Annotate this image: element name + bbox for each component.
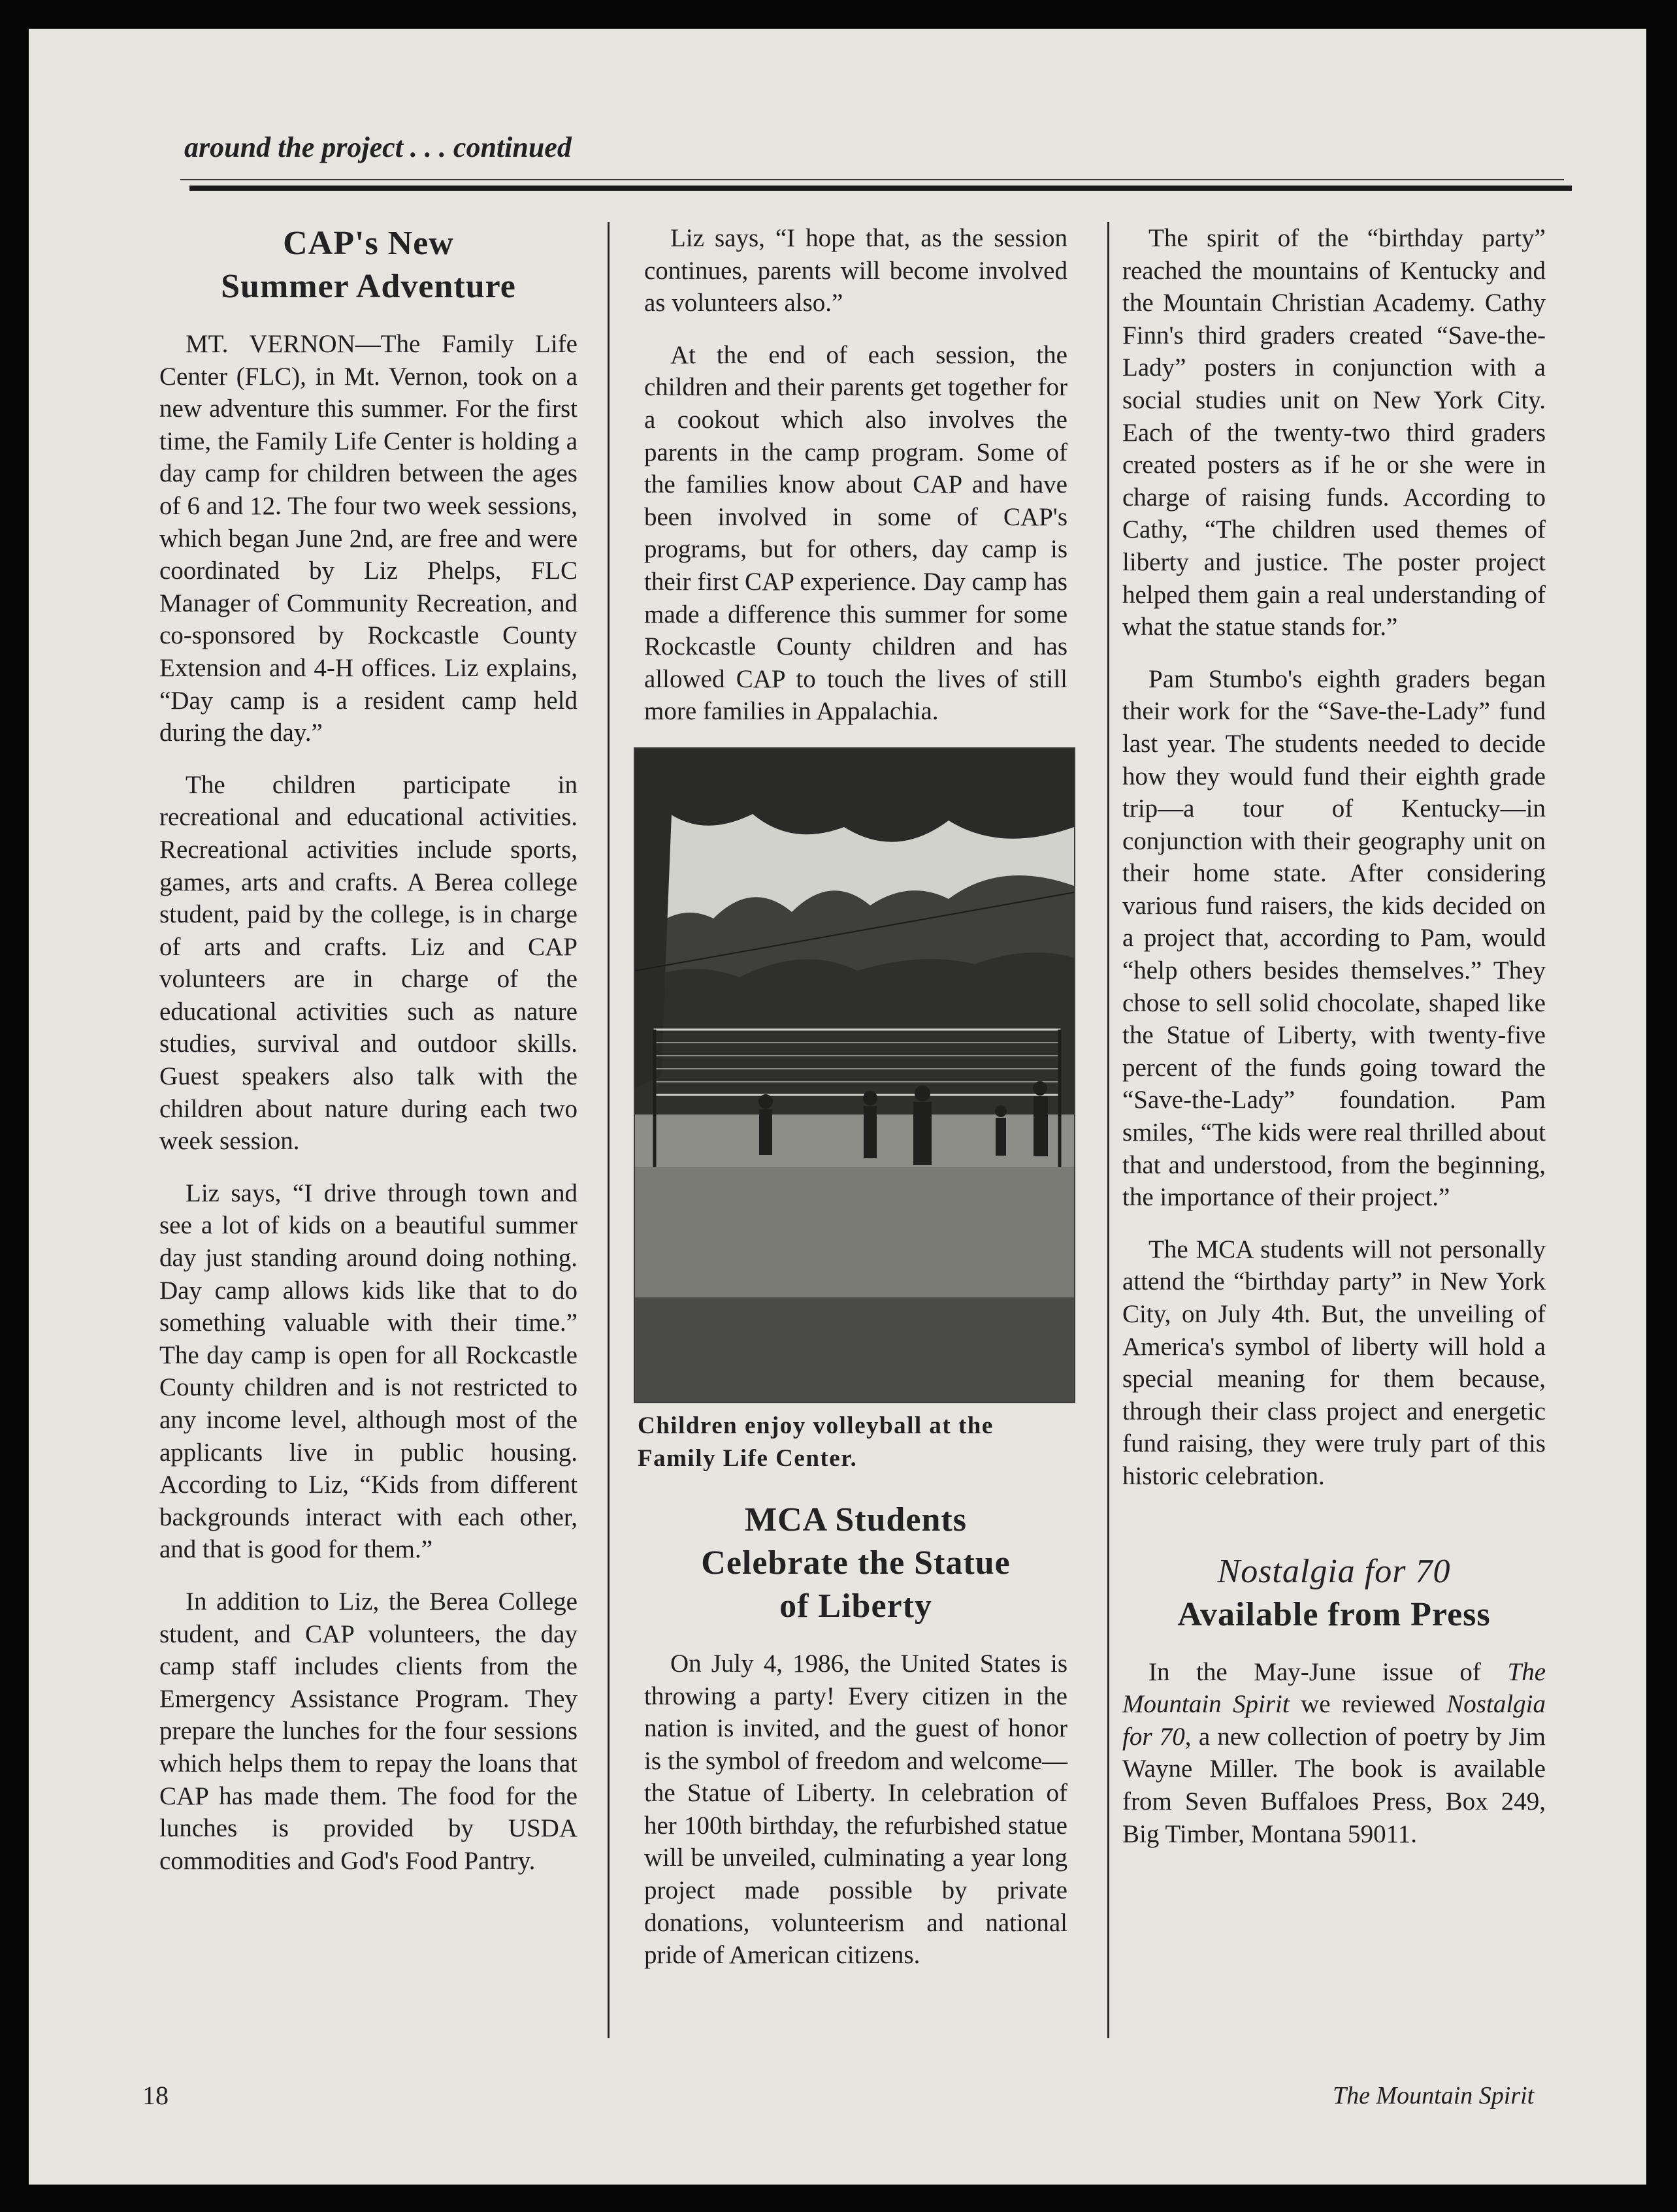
header-rule-thin xyxy=(180,179,1564,180)
article-title-cap-summer: CAP's New Summer Adventure xyxy=(221,225,516,305)
paragraph: On July 4, 1986, the United States is throwing a party! Every citizen in the nation is invited, and the guest of honor is the symbol of freedom and welcome—the Statue of Liberty. In celebration of her 100th birthday, the refurbished statue will be unveiled, culminating a year long project made possible by private donations, volunteerism and national pride of American citizens. xyxy=(644,1649,1067,1970)
article-title-mca-students: MCA Students Celebrate the Statue of Liberty xyxy=(701,1501,1011,1625)
paragraph: In the May-June issue of The Mountain Spirit we reviewed Nostalgia for 70, a new collection of poetry by Jim Wayne Miller. The book is available from Seven Buffaloes Press, Box 249, Big Timber, Montana 59011. xyxy=(1122,1657,1546,1848)
publication-name: The Mountain Spirit xyxy=(1333,2082,1535,2109)
paragraph: MT. VERNON—The Family Life Center (FLC), in Mt. Vernon, took on a new adventure this summer. For the first time, the Family Life Center is holding a day camp for children between the ages of 6 and 12. The four two week sessions, which began June 2nd, are free and were coordinated by Liz Phelps, FLC Manager of Community Recreation, and co-sponsored by Rockcastle County Extension and 4-H offices. Liz explains, “Day camp is a resident camp held during the day.” xyxy=(159,330,578,747)
article-title-nostalgia: Nostalgia for 70 Available from Press xyxy=(1177,1552,1491,1633)
page-number: 18 xyxy=(142,2081,169,2110)
column-divider-2 xyxy=(1107,222,1109,2038)
paragraph: At the end of each session, the children and their parents get together for a cookout which also involves the parents in the camp program. Some of the families know about CAP and have been involved in some of CAP's programs, but for others, day camp is their first CAP experience. Day camp has made a difference this summer for some Rockcastle County children and has allowed CAP to touch the lives of still more families in Appalachia. xyxy=(644,340,1067,726)
volleyball-photo-image xyxy=(635,749,1074,1402)
section-label: around the project . . . continued xyxy=(184,131,572,163)
photo-caption: Children enjoy volleyball at the Family Life Center. xyxy=(638,1412,994,1472)
header-rule-thick xyxy=(189,186,1572,191)
paragraph: Pam Stumbo's eighth graders began their work for the “Save-the-Lady” fund last year. The students needed to decide how they would fund their eighth grade trip—a tour of Kentucky—in conjunction with their geography unit on their home state. After considering various fund raisers, the kids decided on a project that, according to Pam, would “help others besides themselves.” They chose to sell solid chocolate, shaped like the Statue of Liberty, with twenty-five percent of the funds going toward the “Save-the-Lady” foundation. Pam smiles, “The kids were real thrilled about that and understood, from the beginning, the importance of their project.” xyxy=(1122,664,1546,1212)
paragraph: The children participate in recreational and educational activities. Recreational activities include sports, games, arts and crafts. A Berea college student, paid by the college, is in charge of arts and crafts. Liz and CAP volunteers are in charge of the educational activities such as nature studies, survival and outdoor skills. Guest speakers also talk with the children about nature during each two week session. xyxy=(159,770,578,1156)
paragraph: In addition to Liz, the Berea College student, and CAP volunteers, the day camp staff includes clients from the Emergency Assistance Program. They prepare the lunches for the four sessions which helps them to repay the loans that CAP has made them. The food for the lunches is provided by USDA commodities and God's Food Pantry. xyxy=(159,1587,578,1875)
volleyball-photo xyxy=(634,747,1075,1403)
column-divider-1 xyxy=(608,222,610,2038)
paragraph: The MCA students will not personally attend the “birthday party” in New York City, on July 4th. But, the unveiling of America's symbol of liberty will hold a special meaning for them because, through their class project and energetic fund raising, they were truly part of this historic celebration. xyxy=(1122,1235,1546,1490)
column-1 xyxy=(159,222,578,1896)
paragraph: Liz says, “I hope that, as the session continues, parents will become involved as volunteers also.” xyxy=(644,224,1067,317)
column-3 xyxy=(1122,222,1546,1870)
paragraph: Liz says, “I drive through town and see a lot of kids on a beautiful summer day just standing around doing nothing. Day camp allows kids like that to do something valuable with their time.” The day camp is open for all Rockcastle County children and is not restricted to any income level, although most of the applicants live in public housing. According to Liz, “Kids from different backgrounds interact with each other, and that is good for them.” xyxy=(159,1179,578,1564)
column-2 xyxy=(638,222,1067,1991)
paragraph: The spirit of the “birthday party” reached the mountains of Kentucky and the Mountain Christian Academy. Cathy Finn's third graders created “Save-the-Lady” posters in conjunction with a social studies unit on New York City. Each of the twenty-two third graders created posters as if he or she were in charge of raising funds. According to Cathy, “The children used themes of liberty and justice. The poster project helped them gain a real understanding of what the statue stands for.” xyxy=(1122,224,1546,642)
